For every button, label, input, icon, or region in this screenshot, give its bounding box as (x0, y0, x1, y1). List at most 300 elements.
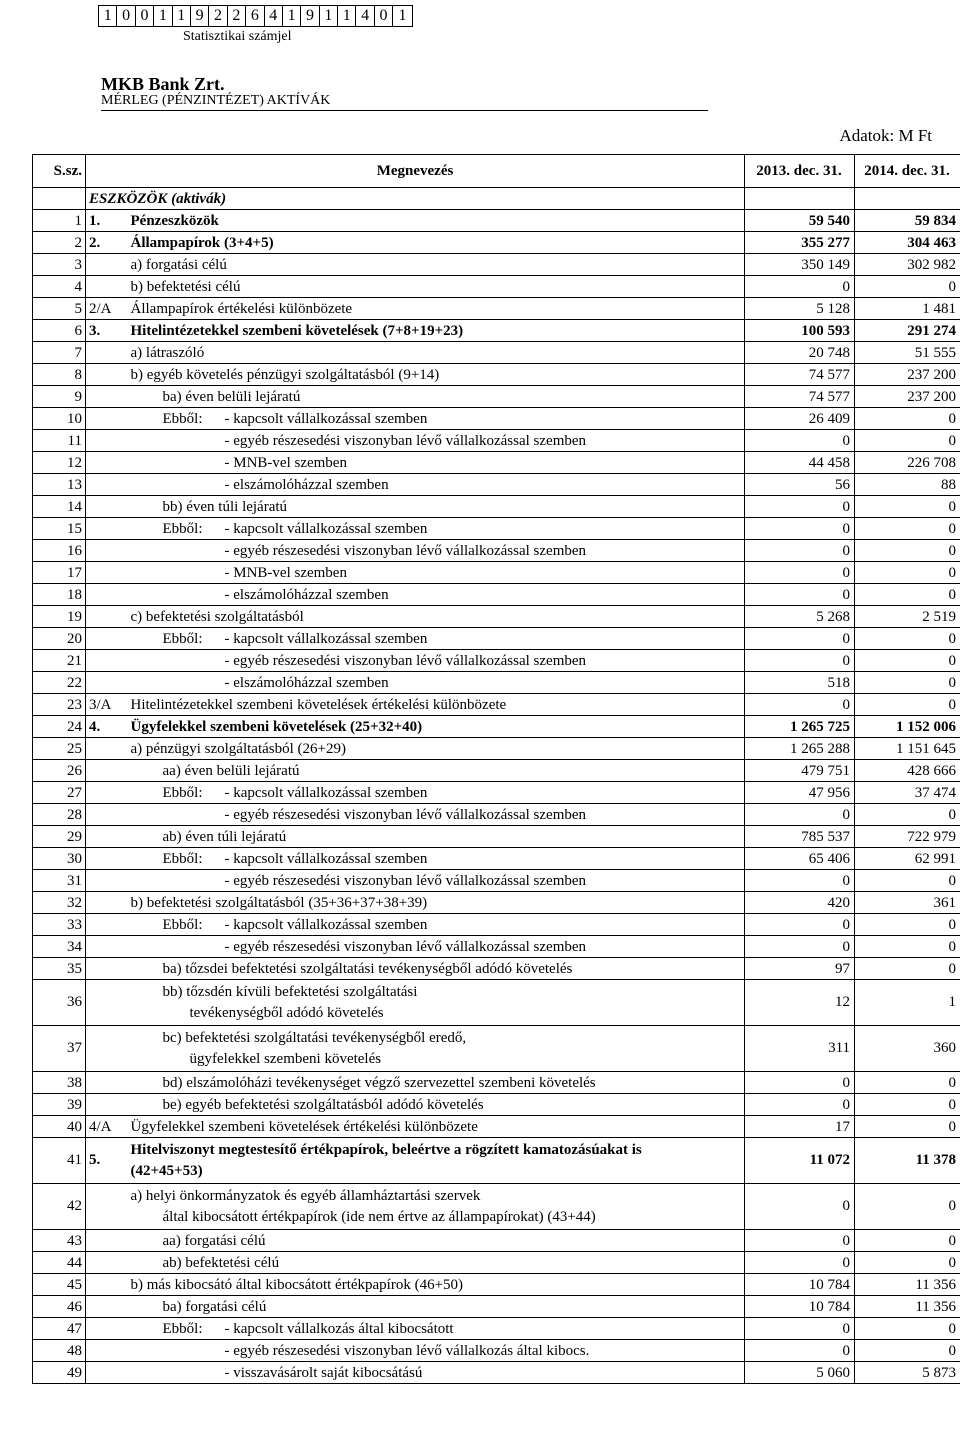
value-2013: 0 (745, 1252, 855, 1274)
table-row (33, 914, 960, 936)
table-row (33, 430, 960, 452)
row-number: 42 (33, 1184, 86, 1230)
row-number: 34 (33, 936, 86, 958)
row-label: be) egyéb befektetési szolgáltatásból adódó követelés (128, 1094, 745, 1116)
value-2014: 0 (855, 628, 960, 650)
value-2013: 44 458 (745, 452, 855, 474)
row-code (86, 672, 128, 694)
value-2014: 226 708 (855, 452, 960, 474)
row-label-text: - kapcsolt vállalkozással szemben (224, 784, 428, 801)
stat-digit: 9 (301, 6, 319, 26)
row-label: - MNB-vel szemben (128, 452, 745, 474)
value-2013: 785 537 (745, 826, 855, 848)
row-label: Pénzeszközök (128, 210, 745, 232)
row-label (128, 914, 745, 936)
value-2013: 0 (745, 1094, 855, 1116)
header-2013: 2013. dec. 31. (745, 155, 855, 188)
row-label-text-line2: által kibocsátott értékpapírok (ide nem értve az állampapírokat) (43+44) (162, 1208, 596, 1225)
header-name: Megnevezés (86, 155, 745, 188)
row-code: 4/A (86, 1116, 128, 1138)
row-number: 8 (33, 364, 86, 386)
row-number: 47 (33, 1318, 86, 1340)
value-2013: 0 (745, 584, 855, 606)
value-2014: 722 979 (855, 826, 960, 848)
row-code: 3/A (86, 694, 128, 716)
value-2014: 0 (855, 1252, 960, 1274)
row-number: 16 (33, 540, 86, 562)
row-label: a) pénzügyi szolgáltatásból (26+29) (128, 738, 745, 760)
value-2014: 0 (855, 914, 960, 936)
row-label (128, 1318, 745, 1340)
value-2013: 11 072 (745, 1138, 855, 1184)
table-row (33, 804, 960, 826)
row-code (86, 936, 128, 958)
value-2014: 0 (855, 1116, 960, 1138)
value-2013: 0 (745, 276, 855, 298)
row-label: Állampapírok (3+4+5) (128, 232, 745, 254)
value-2014: 0 (855, 1230, 960, 1252)
row-label: - elszámolóházzal szemben (128, 584, 745, 606)
row-label (128, 848, 745, 870)
value-2013: 97 (745, 958, 855, 980)
value-2013: 311 (745, 1026, 855, 1072)
stat-digit: 1 (398, 7, 407, 24)
row-number: 26 (33, 760, 86, 782)
value-2013: 5 268 (745, 606, 855, 628)
value-2014: 0 (855, 1340, 960, 1362)
row-code (86, 1252, 128, 1274)
stat-digit: 1 (99, 6, 117, 26)
row-code (86, 606, 128, 628)
row-code (86, 1230, 128, 1252)
table-row (33, 738, 960, 760)
value-2014: 0 (855, 408, 960, 430)
value-2014: 0 (855, 1094, 960, 1116)
table-row (33, 474, 960, 496)
stat-digit: 1 (320, 6, 338, 26)
value-2013: 74 577 (745, 386, 855, 408)
row-number: 24 (33, 716, 86, 738)
row-code (86, 496, 128, 518)
value-2014: 0 (855, 540, 960, 562)
table-row (33, 826, 960, 848)
row-label-text-line2: (42+45+53) (130, 1162, 203, 1179)
table-row (33, 408, 960, 430)
row-number: 19 (33, 606, 86, 628)
row-label: - egyéb részesedési viszonyban lévő vállalkozás által kibocs. (128, 1340, 745, 1362)
row-number: 37 (33, 1026, 86, 1072)
value-2013: 5 128 (745, 298, 855, 320)
row-label: - elszámolóházzal szemben (128, 474, 745, 496)
table-row (33, 760, 960, 782)
header-ssz: S.sz. (33, 155, 86, 188)
value-2014: 11 378 (855, 1138, 960, 1184)
value-2014: 2 519 (855, 606, 960, 628)
table-row (33, 584, 960, 606)
table-row (33, 298, 960, 320)
ebbol-label: Ebből: (162, 630, 203, 647)
row-code (86, 276, 128, 298)
value-2013: 479 751 (745, 760, 855, 782)
value-2014: 0 (855, 672, 960, 694)
row-label (128, 1138, 745, 1184)
row-number: 35 (33, 958, 86, 980)
value-2014: 37 474 (855, 782, 960, 804)
header-2014: 2014. dec. 31. (855, 155, 960, 188)
table-row (33, 980, 960, 1026)
row-label: - egyéb részesedési viszonyban lévő vállalkozással szemben (128, 936, 745, 958)
row-number: 31 (33, 870, 86, 892)
row-code (86, 980, 128, 1026)
row-number: 45 (33, 1274, 86, 1296)
table-row (33, 452, 960, 474)
stat-digit: 1 (338, 6, 356, 26)
row-number: 20 (33, 628, 86, 650)
row-number: 17 (33, 562, 86, 584)
table-row (33, 672, 960, 694)
row-code (86, 760, 128, 782)
stat-digit: 0 (117, 6, 135, 26)
row-code (86, 1274, 128, 1296)
table-row (33, 1252, 960, 1274)
row-label: b) befektetési célú (128, 276, 745, 298)
value-2014: 62 991 (855, 848, 960, 870)
row-number: 1 (33, 210, 86, 232)
row-label: - visszavásárolt saját kibocsátású (128, 1362, 745, 1384)
value-2013: 0 (745, 1230, 855, 1252)
row-label (128, 408, 745, 430)
table-header-row (33, 155, 960, 188)
table-row (33, 716, 960, 738)
ebbol-label: Ebből: (162, 916, 203, 933)
row-code (86, 1340, 128, 1362)
row-label-text-line2: ügyfelekkel szembeni követelés (189, 1050, 382, 1067)
value-2014: 0 (855, 870, 960, 892)
value-2014: 0 (855, 1184, 960, 1230)
value-2014: 0 (855, 496, 960, 518)
row-label: ab) befektetési célú (128, 1252, 745, 1274)
statistical-number-label: Statisztikai számjel (183, 29, 292, 44)
value-2014: 1 152 006 (855, 716, 960, 738)
value-2014: 1 481 (855, 298, 960, 320)
row-label: - egyéb részesedési viszonyban lévő vállalkozással szemben (128, 540, 745, 562)
stat-digit: 1 (173, 6, 191, 26)
value-2014: 0 (855, 584, 960, 606)
row-label: aa) éven belüli lejáratú (128, 760, 745, 782)
row-label: - elszámolóházzal szemben (128, 672, 745, 694)
row-label: ba) éven belüli lejáratú (128, 386, 745, 408)
table-row (33, 1184, 960, 1230)
stat-digit: 4 (356, 6, 374, 26)
row-label-text: - kapcsolt vállalkozással szemben (224, 850, 428, 867)
table-row (33, 1296, 960, 1318)
table-row (33, 562, 960, 584)
value-2013: 518 (745, 672, 855, 694)
row-label: a) forgatási célú (128, 254, 745, 276)
table-row (33, 518, 960, 540)
row-label: bd) elszámolóházi tevékenységet végző szervezettel szembeni követelés (128, 1072, 745, 1094)
table-row (33, 936, 960, 958)
value-2013: 1 265 288 (745, 738, 855, 760)
row-number: 10 (33, 408, 86, 430)
row-code (86, 430, 128, 452)
value-2014: 0 (855, 276, 960, 298)
row-number: 30 (33, 848, 86, 870)
table-row (33, 342, 960, 364)
row-label-text: - kapcsolt vállalkozással szemben (224, 630, 428, 647)
row-number: 23 (33, 694, 86, 716)
table-row (33, 848, 960, 870)
stat-digit: 1 (154, 6, 172, 26)
row-label: aa) forgatási célú (128, 1230, 745, 1252)
row-number: 9 (33, 386, 86, 408)
row-number: 41 (33, 1138, 86, 1184)
value-2014: 302 982 (855, 254, 960, 276)
row-label: c) befektetési szolgáltatásból (128, 606, 745, 628)
row-code (86, 518, 128, 540)
table-row (33, 540, 960, 562)
row-code (86, 804, 128, 826)
stat-digit: 2 (228, 6, 246, 26)
value-2013: 17 (745, 1116, 855, 1138)
row-label: a) látraszóló (128, 342, 745, 364)
row-label: Ügyfelekkel szembeni követelések (25+32+40) (128, 716, 745, 738)
section-row (33, 188, 960, 210)
table-row (33, 1362, 960, 1384)
table-row (33, 276, 960, 298)
row-number: 39 (33, 1094, 86, 1116)
row-code (86, 738, 128, 760)
value-2014: 360 (855, 1026, 960, 1072)
row-code: 3. (86, 320, 128, 342)
value-2014: 0 (855, 1318, 960, 1340)
row-label-text: - kapcsolt vállalkozással szemben (224, 520, 428, 537)
row-code (86, 826, 128, 848)
value-2013: 0 (745, 1184, 855, 1230)
row-label (128, 1184, 745, 1230)
row-label-text: - kapcsolt vállalkozással szemben (224, 410, 428, 427)
row-label-text: a) helyi önkormányzatok és egyéb államháztartási szervek (130, 1187, 481, 1204)
value-2013: 0 (745, 518, 855, 540)
row-label: bb) éven túli lejáratú (128, 496, 745, 518)
row-code (86, 848, 128, 870)
value-2014: 0 (855, 562, 960, 584)
row-number: 25 (33, 738, 86, 760)
ebbol-label: Ebből: (162, 1320, 203, 1337)
row-number: 5 (33, 298, 86, 320)
table-row (33, 1318, 960, 1340)
value-2014: 0 (855, 518, 960, 540)
row-code (86, 364, 128, 386)
value-2013: 0 (745, 650, 855, 672)
row-label-text: - kapcsolt vállalkozás által kibocsátott (224, 1320, 454, 1337)
row-code (86, 628, 128, 650)
value-2014: 11 356 (855, 1274, 960, 1296)
row-label (128, 980, 745, 1026)
row-code: 5. (86, 1138, 128, 1184)
value-2013: 100 593 (745, 320, 855, 342)
value-2013: 0 (745, 1340, 855, 1362)
row-label: b) más kibocsátó által kibocsátott értékpapírok (46+50) (128, 1274, 745, 1296)
row-number: 44 (33, 1252, 86, 1274)
value-2013: 0 (745, 562, 855, 584)
row-label: b) befektetési szolgáltatásból (35+36+37+38+39) (128, 892, 745, 914)
value-2013: 0 (745, 430, 855, 452)
row-code (86, 914, 128, 936)
row-number: 36 (33, 980, 86, 1026)
value-2014: 304 463 (855, 232, 960, 254)
table-row (33, 628, 960, 650)
row-code (86, 474, 128, 496)
unit-label: Adatok: M Ft (839, 126, 932, 145)
row-number: 40 (33, 1116, 86, 1138)
table-row (33, 1026, 960, 1072)
row-number: 32 (33, 892, 86, 914)
value-2013: 0 (745, 1318, 855, 1340)
row-label-text: bc) befektetési szolgáltatási tevékenységből eredő, (162, 1029, 467, 1046)
row-code (86, 892, 128, 914)
value-2013: 0 (745, 1072, 855, 1094)
row-code (86, 1362, 128, 1384)
table-row (33, 958, 960, 980)
section-title: ESZKÖZÖK (aktivák) (86, 188, 745, 210)
stat-digit: 9 (191, 6, 209, 26)
value-2013: 0 (745, 804, 855, 826)
value-2013: 350 149 (745, 254, 855, 276)
value-2013: 65 406 (745, 848, 855, 870)
row-code (86, 408, 128, 430)
value-2014: 0 (855, 650, 960, 672)
row-label: - MNB-vel szemben (128, 562, 745, 584)
row-label: Hitelintézetekkel szembeni követelések értékelési különbözete (128, 694, 745, 716)
table-row (33, 1274, 960, 1296)
row-label: ba) forgatási célú (128, 1296, 745, 1318)
row-label-text-line2: tevékenységből adódó követelés (189, 1004, 384, 1021)
table-row (33, 650, 960, 672)
table-row (33, 606, 960, 628)
row-code (86, 562, 128, 584)
value-2013: 10 784 (745, 1274, 855, 1296)
row-label (128, 1026, 745, 1072)
row-number: 12 (33, 452, 86, 474)
stat-digit: 4 (265, 6, 283, 26)
row-code (86, 342, 128, 364)
value-2014: 0 (855, 1072, 960, 1094)
stat-digit: 2 (209, 6, 227, 26)
table-row (33, 364, 960, 386)
row-number: 2 (33, 232, 86, 254)
value-2014: 11 356 (855, 1296, 960, 1318)
bank-name: MKB Bank Zrt. (101, 74, 225, 94)
value-2013: 5 060 (745, 1362, 855, 1384)
value-2013: 1 265 725 (745, 716, 855, 738)
stat-digit: 6 (246, 6, 264, 26)
row-number: 43 (33, 1230, 86, 1252)
row-number: 6 (33, 320, 86, 342)
row-number: 22 (33, 672, 86, 694)
value-2013: 26 409 (745, 408, 855, 430)
row-number: 28 (33, 804, 86, 826)
table-row (33, 870, 960, 892)
row-number: 38 (33, 1072, 86, 1094)
row-code (86, 1296, 128, 1318)
table-row (33, 210, 960, 232)
value-2014: 59 834 (855, 210, 960, 232)
table-row (33, 1230, 960, 1252)
stat-digit: 0 (136, 6, 154, 26)
row-label (128, 628, 745, 650)
table-row (33, 1340, 960, 1362)
row-number: 11 (33, 430, 86, 452)
row-label (128, 782, 745, 804)
table-row (33, 1094, 960, 1116)
table-row (33, 1116, 960, 1138)
value-2013: 10 784 (745, 1296, 855, 1318)
row-label: - egyéb részesedési viszonyban lévő vállalkozással szemben (128, 804, 745, 826)
value-2013: 420 (745, 892, 855, 914)
value-2014: 88 (855, 474, 960, 496)
value-2013: 56 (745, 474, 855, 496)
row-code (86, 870, 128, 892)
row-number: 27 (33, 782, 86, 804)
row-number: 15 (33, 518, 86, 540)
value-2013: 0 (745, 870, 855, 892)
row-number: 49 (33, 1362, 86, 1384)
row-label: - egyéb részesedési viszonyban lévő vállalkozással szemben (128, 870, 745, 892)
row-number: 13 (33, 474, 86, 496)
row-label: ba) tőzsdei befektetési szolgáltatási tevékenységből adódó követelés (128, 958, 745, 980)
report-title: MÉRLEG (PÉNZINTÉZET) AKTÍVÁK (101, 93, 708, 111)
value-2013: 59 540 (745, 210, 855, 232)
table-row (33, 320, 960, 342)
row-code (86, 1026, 128, 1072)
row-code (86, 386, 128, 408)
row-label: - egyéb részesedési viszonyban lévő vállalkozással szemben (128, 650, 745, 672)
value-2014: 361 (855, 892, 960, 914)
row-label: Ügyfelekkel szembeni követelések értékelési különbözete (128, 1116, 745, 1138)
row-label: ab) éven túli lejáratú (128, 826, 745, 848)
value-2013: 74 577 (745, 364, 855, 386)
value-2014: 1 (855, 980, 960, 1026)
stat-digit: 1 (283, 6, 301, 26)
row-code (86, 782, 128, 804)
row-label-text: Hitelviszonyt megtestesítő értékpapírok, beleértve a rögzített kamatozásúakat is (130, 1141, 642, 1158)
value-2014: 0 (855, 936, 960, 958)
value-2013: 0 (745, 496, 855, 518)
value-2013: 0 (745, 694, 855, 716)
row-code (86, 958, 128, 980)
row-number: 29 (33, 826, 86, 848)
row-number: 7 (33, 342, 86, 364)
value-2013: 0 (745, 914, 855, 936)
statistical-number-boxes (98, 5, 413, 27)
row-code (86, 452, 128, 474)
table-row (33, 254, 960, 276)
value-2014: 0 (855, 804, 960, 826)
ebbol-label: Ebből: (162, 410, 203, 427)
table-row (33, 232, 960, 254)
value-2013: 0 (745, 540, 855, 562)
balance-sheet-table (32, 154, 960, 1384)
row-code (86, 1318, 128, 1340)
row-label: Állampapírok értékelési különbözete (128, 298, 745, 320)
row-number: 21 (33, 650, 86, 672)
row-code: 2/A (86, 298, 128, 320)
row-number: 3 (33, 254, 86, 276)
table-row (33, 694, 960, 716)
row-code (86, 650, 128, 672)
value-2014: 291 274 (855, 320, 960, 342)
